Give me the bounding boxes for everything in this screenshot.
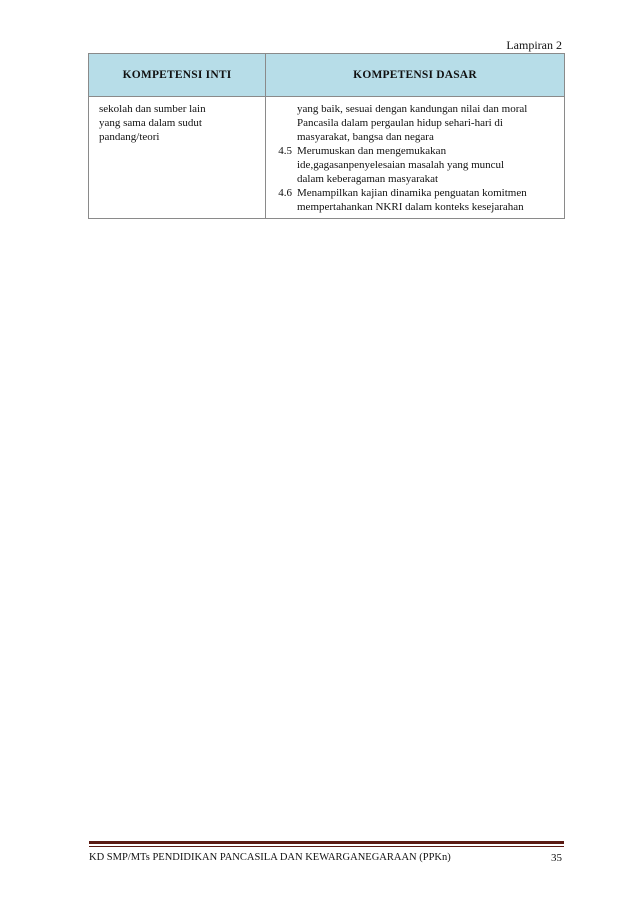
column-header-kompetensi-dasar: KOMPETENSI DASAR (266, 54, 565, 97)
kd-item-number: 4.5 (278, 145, 292, 157)
kd-item-continued (266, 102, 560, 144)
kd-text-line: dalam keberagaman masyarakat (297, 173, 439, 185)
table-row (89, 97, 565, 219)
kd-item-number: 4.6 (278, 187, 292, 199)
ki-text-line: pandang/teori (99, 131, 160, 143)
ki-text-line: sekolah dan sumber lain (99, 103, 206, 115)
appendix-label: Lampiran 2 (506, 38, 562, 52)
kd-text-line: Menampilkan kajian dinamika penguatan komitmen (297, 187, 527, 199)
kd-text-line: Merumuskan dan mengemukakan (297, 145, 447, 157)
kd-item-4-6 (266, 186, 560, 214)
kd-text-line: mempertahankan NKRI dalam konteks kesejarahan (297, 201, 524, 213)
kompetensi-dasar-cell (266, 97, 565, 219)
footer-document-title: KD SMP/MTs PENDIDIKAN PANCASILA DAN KEWARGANEGARAAN (PPKn) (89, 852, 451, 863)
kd-item-4-5 (266, 144, 560, 186)
footer-divider-thick (89, 841, 564, 844)
kd-text-line: yang baik, sesuai dengan kandungan nilai dan moral (297, 103, 528, 115)
table-header-row (89, 54, 565, 97)
ki-text-line: yang sama dalam sudut (99, 117, 202, 129)
column-header-kompetensi-inti: KOMPETENSI INTI (89, 54, 266, 97)
kd-text-line: ide,gagasanpenyelesaian masalah yang muncul (297, 159, 505, 171)
kd-text-line: Pancasila dalam pergaulan hidup sehari-hari di (297, 117, 503, 129)
competency-table (88, 53, 565, 219)
footer-divider-thin (89, 846, 564, 847)
page-number: 35 (551, 852, 562, 864)
kd-text-line: masyarakat, bangsa dan negara (297, 131, 434, 143)
kompetensi-inti-cell (89, 97, 266, 219)
